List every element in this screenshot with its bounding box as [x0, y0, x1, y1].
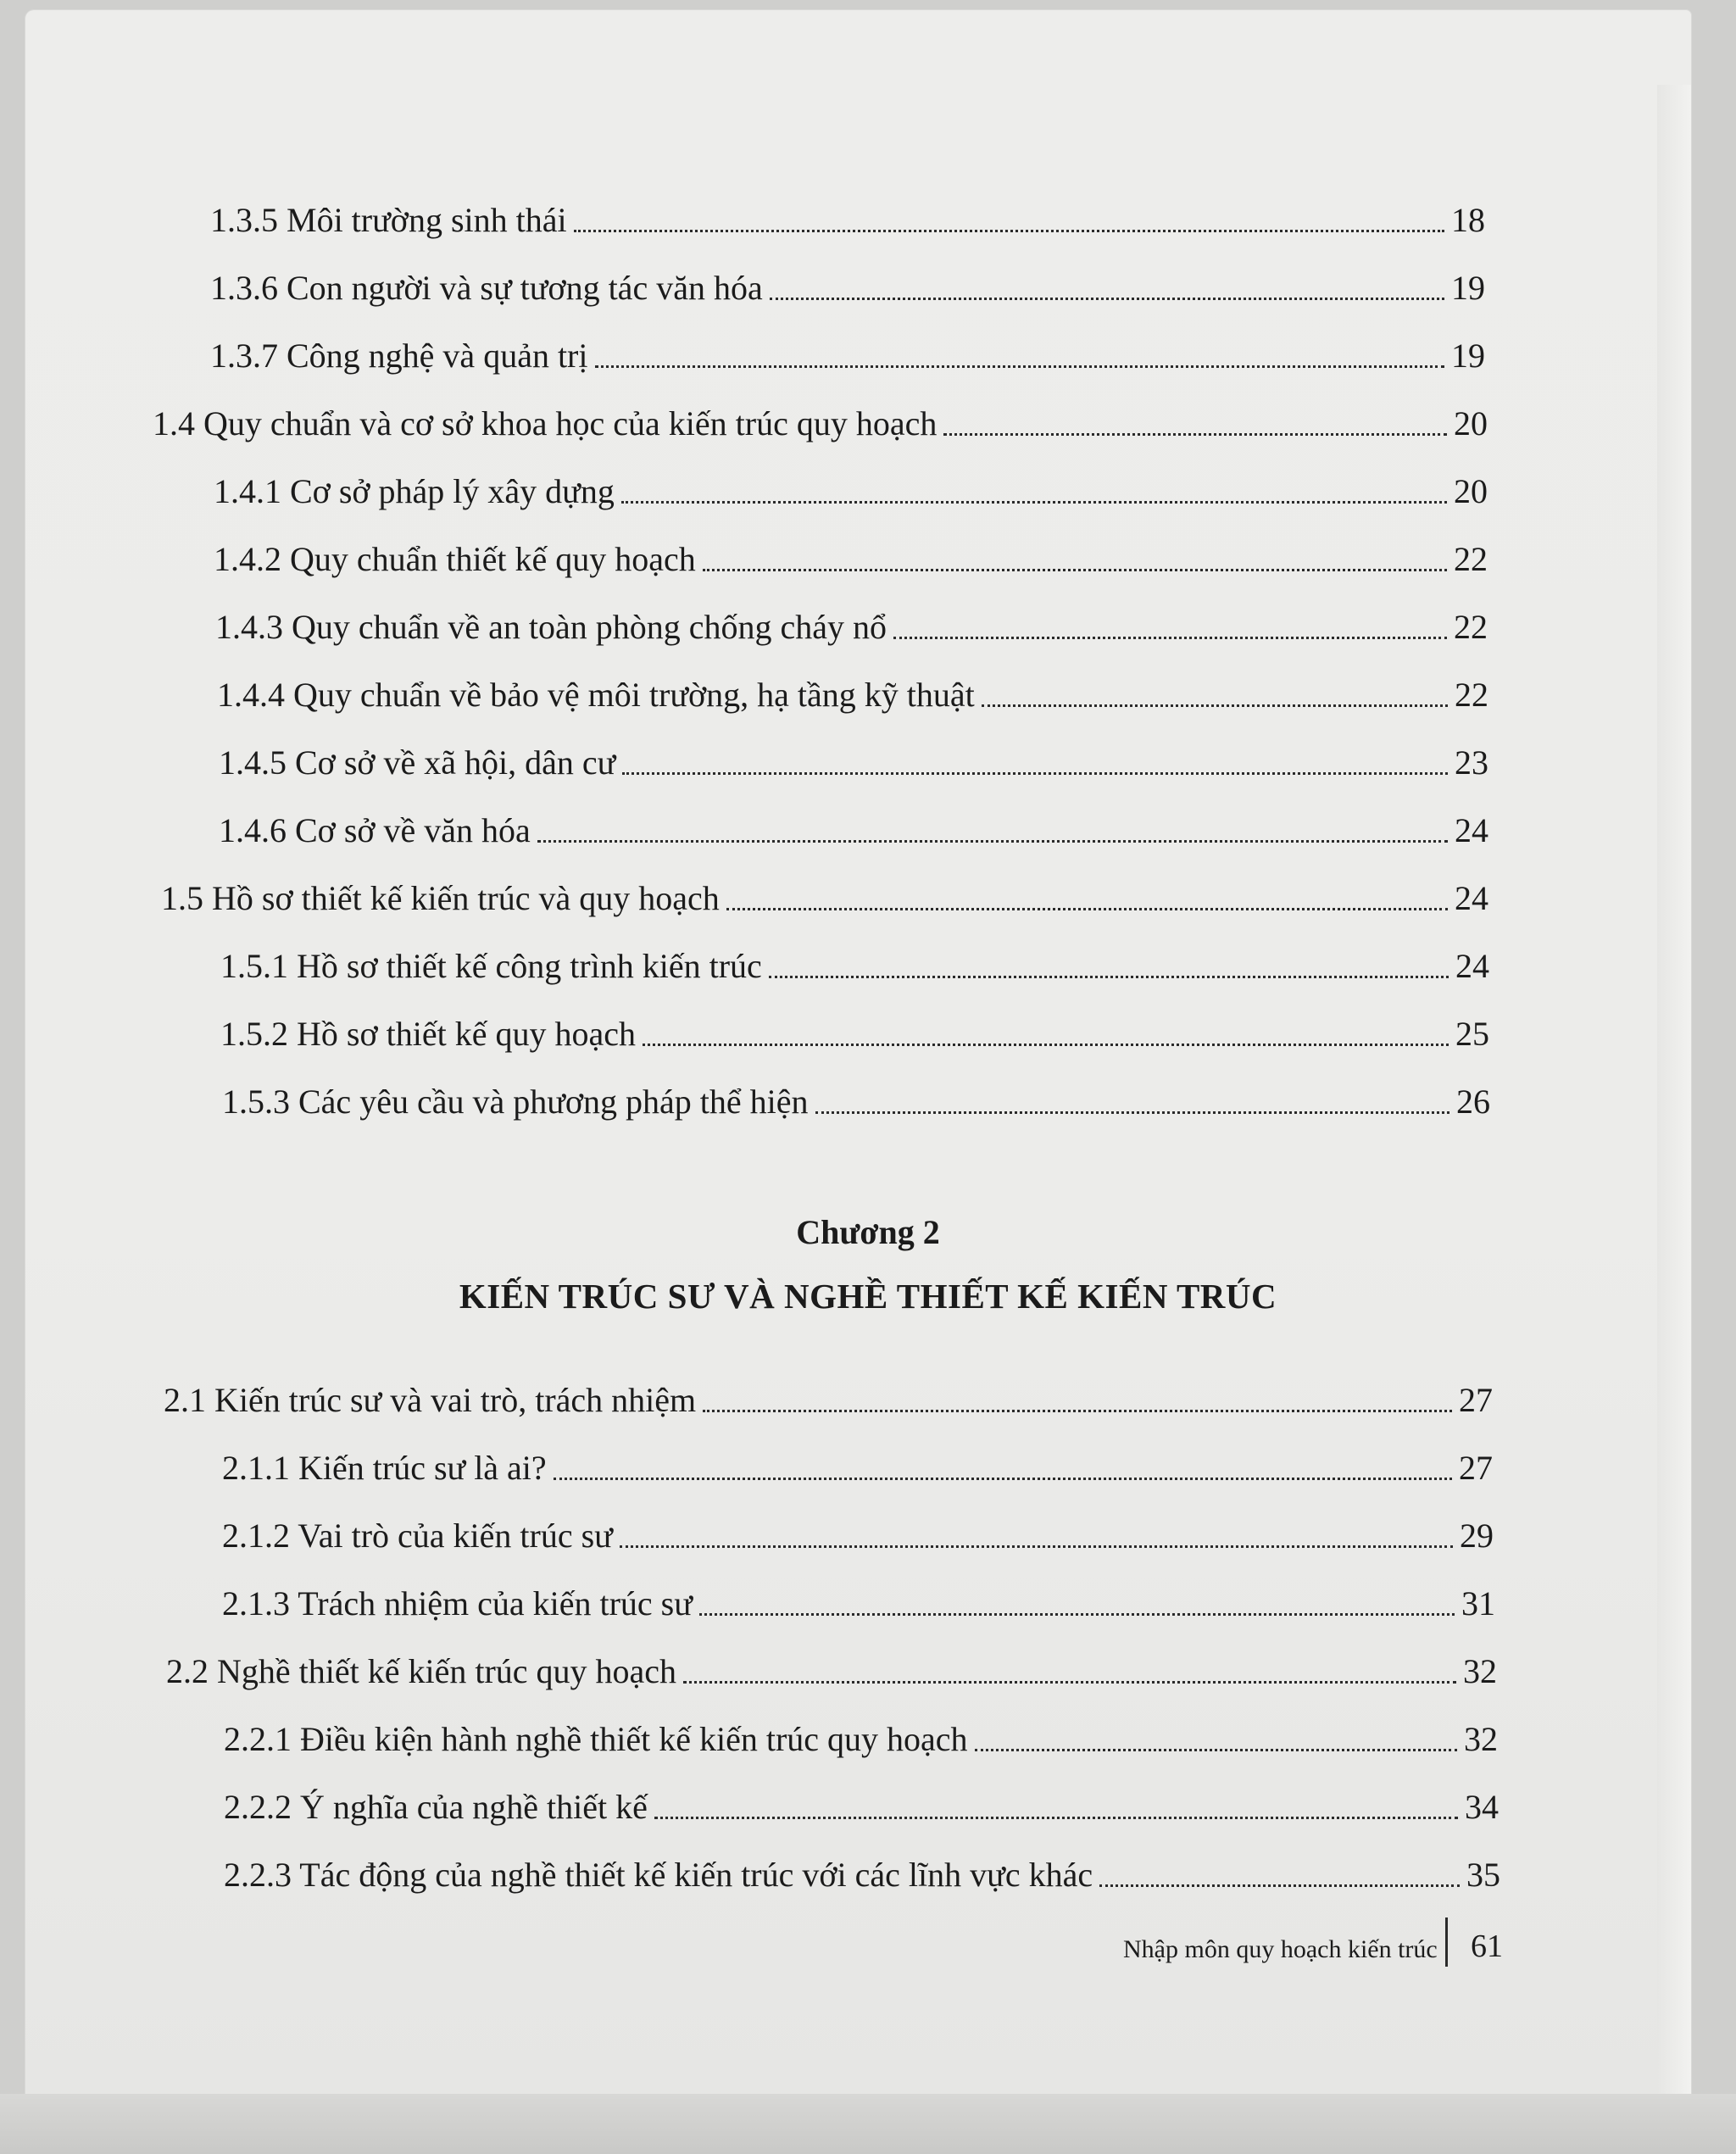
toc-entry-label: 2.2.3 Tác động của nghề thiết kế kiến trúc với các lĩnh vực khác [224, 1856, 1093, 1894]
toc-entry-page: 18 [1451, 201, 1485, 239]
toc-entry[interactable] [222, 1441, 1493, 1485]
page-edge [1657, 85, 1691, 2102]
toc-entry-label: 2.2 Nghề thiết kế kiến trúc quy hoạch [166, 1652, 677, 1690]
toc-entry[interactable] [214, 532, 1488, 576]
toc-entry-label: 2.1 Kiến trúc sư và vai trò, trách nhiệm [164, 1381, 697, 1419]
chapter-label: Chương 2 [796, 1213, 940, 1251]
footer-divider [1445, 1917, 1448, 1967]
toc-leader-dots [622, 772, 1448, 775]
toc-leader-dots [943, 433, 1447, 436]
toc-leader-dots [654, 1817, 1458, 1819]
toc-leader-dots [643, 1044, 1449, 1046]
toc-entry[interactable] [222, 1577, 1495, 1621]
toc-leader-dots [595, 365, 1445, 368]
toc-entry[interactable] [210, 329, 1485, 373]
toc-entry-label: 1.4.3 Quy chuẩn về an toàn phòng chống cháy nổ [215, 608, 887, 646]
toc-leader-dots [703, 1410, 1452, 1412]
toc-entry-page: 27 [1459, 1449, 1493, 1487]
toc-entry-label: 2.1.3 Trách nhiệm của kiến trúc sư [222, 1584, 693, 1622]
toc-entry-label: 1.3.6 Con người và sự tương tác văn hóa [210, 269, 763, 307]
toc-entry[interactable] [217, 668, 1488, 712]
toc-leader-dots [769, 976, 1449, 978]
toc-entry[interactable] [210, 261, 1485, 305]
toc-entry-page: 23 [1455, 743, 1488, 782]
toc-entry-label: 2.1.1 Kiến trúc sư là ai? [222, 1449, 547, 1487]
toc-leader-dots [893, 637, 1447, 639]
toc-leader-dots [726, 908, 1448, 910]
toc-leader-dots [699, 1613, 1455, 1616]
toc-leader-dots [703, 569, 1447, 571]
toc-entry[interactable] [219, 804, 1488, 848]
toc-entry-label: 1.5.3 Các yêu cầu và phương pháp thể hiện [222, 1083, 809, 1121]
toc-entry[interactable] [210, 193, 1485, 237]
toc-entry-page: 32 [1464, 1720, 1498, 1758]
page-bottom-shadow [0, 2094, 1736, 2154]
toc-entry-page: 22 [1455, 676, 1488, 714]
toc-entry-label: 1.4.6 Cơ sở về văn hóa [219, 811, 531, 849]
toc-entry-page: 27 [1459, 1381, 1493, 1419]
toc-entry[interactable] [222, 1075, 1490, 1119]
toc-leader-dots [815, 1111, 1449, 1114]
toc-entry-page: 24 [1455, 947, 1489, 985]
toc-entry-page: 20 [1454, 472, 1488, 510]
toc-entry-label: 1.4.5 Cơ sở về xã hội, dân cư [219, 743, 616, 782]
toc-entry-label: 2.1.2 Vai trò của kiến trúc sư [222, 1517, 613, 1555]
toc-leader-dots [537, 840, 1448, 843]
toc-entry-page: 31 [1461, 1584, 1495, 1622]
toc-entry-label: 2.2.1 Điều kiện hành nghề thiết kế kiến trúc quy hoạch [224, 1720, 968, 1758]
toc-entry-page: 22 [1454, 608, 1488, 646]
toc-entry[interactable] [224, 1780, 1499, 1824]
toc-entry[interactable] [220, 1007, 1489, 1051]
toc-leader-dots [683, 1681, 1456, 1684]
toc-entry[interactable] [224, 1712, 1498, 1756]
toc-entry-label: 1.3.5 Môi trường sinh thái [210, 201, 567, 239]
toc-entry-page: 35 [1466, 1856, 1500, 1894]
toc-leader-dots [621, 501, 1447, 504]
toc-entry-page: 34 [1465, 1788, 1499, 1826]
toc-leader-dots [770, 298, 1444, 300]
toc-entry[interactable] [220, 939, 1489, 983]
footer-book-title: Nhập môn quy hoạch kiến trúc [1123, 1935, 1438, 1963]
toc-entry[interactable] [224, 1848, 1500, 1892]
toc-entry-label: 1.4.2 Quy chuẩn thiết kế quy hoạch [214, 540, 696, 578]
toc-entry-page: 26 [1456, 1083, 1490, 1121]
toc-entry[interactable] [214, 465, 1488, 509]
toc-entry-page: 22 [1454, 540, 1488, 578]
toc-entry[interactable] [164, 1373, 1493, 1417]
toc-leader-dots [554, 1478, 1452, 1480]
toc-entry-page: 20 [1454, 404, 1488, 442]
footer-page-number: 61 [1471, 1929, 1503, 1964]
toc-entry-label: 1.5 Hồ sơ thiết kế kiến trúc và quy hoạch [161, 879, 720, 917]
toc-entry-page: 29 [1460, 1517, 1494, 1555]
toc-entry-page: 32 [1463, 1652, 1497, 1690]
chapter-title: KIẾN TRÚC SƯ VÀ NGHỀ THIẾT KẾ KIẾN TRÚC [459, 1277, 1277, 1316]
toc-leader-dots [1099, 1884, 1460, 1887]
toc-entry-label: 1.4.1 Cơ sở pháp lý xây dựng [214, 472, 615, 510]
toc-entry-label: 1.3.7 Công nghệ và quản trị [210, 337, 588, 375]
toc-entry-page: 25 [1455, 1015, 1489, 1053]
toc-entry-page: 19 [1451, 269, 1485, 307]
toc-entry[interactable] [161, 871, 1488, 916]
toc-entry-page: 24 [1455, 811, 1488, 849]
toc-entry-page: 24 [1455, 879, 1488, 917]
toc-entry-label: 1.4 Quy chuẩn và cơ sở khoa học của kiến trúc quy hoạch [153, 404, 938, 442]
toc-entry[interactable] [222, 1509, 1494, 1553]
toc-leader-dots [620, 1545, 1453, 1548]
toc-entry[interactable] [166, 1645, 1497, 1689]
toc-entry-label: 1.4.4 Quy chuẩn về bảo vệ môi trường, hạ tầng kỹ thuật [217, 676, 975, 714]
toc-entry-label: 1.5.2 Hồ sơ thiết kế quy hoạch [220, 1015, 636, 1053]
toc-entry[interactable] [219, 736, 1488, 780]
toc-leader-dots [982, 704, 1448, 707]
toc-leader-dots [975, 1749, 1457, 1751]
toc-leader-dots [574, 230, 1444, 232]
toc-entry-page: 19 [1451, 337, 1485, 375]
toc-entry[interactable] [153, 397, 1488, 441]
toc-entry-label: 1.5.1 Hồ sơ thiết kế công trình kiến trúc [220, 947, 762, 985]
toc-entry[interactable] [215, 600, 1488, 644]
toc-entry-label: 2.2.2 Ý nghĩa của nghề thiết kế [224, 1788, 648, 1826]
